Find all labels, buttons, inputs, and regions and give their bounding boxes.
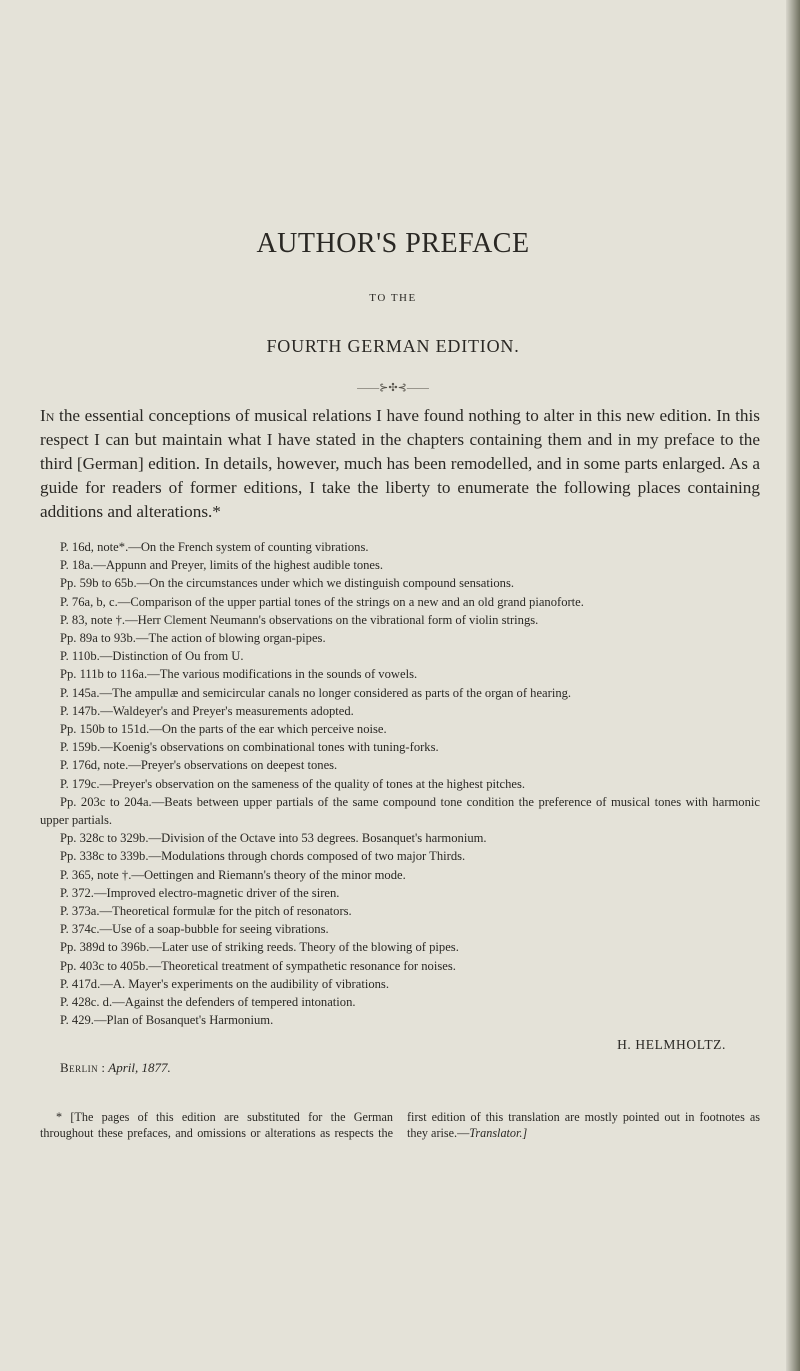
- entry-text: —Comparison of the upper partial tones of the strings on a new and an old grand pianoforte.: [117, 594, 584, 609]
- alteration-entry: [40, 647, 760, 665]
- alteration-entry: [40, 629, 760, 647]
- entry-text: —Division of the Octave into 53 degrees. Bosanquet's harmonium.: [148, 831, 487, 846]
- entry-ref: P. 429.: [60, 1013, 94, 1028]
- place-date: Berlin : April, 1877.: [60, 1060, 171, 1075]
- alteration-entry: [40, 702, 760, 720]
- entry-ref: Pp. 328c to 329b.: [60, 831, 149, 846]
- entry-text: —The action of blowing organ-pipes.: [135, 631, 326, 646]
- entry-text: —On the circumstances under which we distinguish compound sensations.: [136, 576, 515, 591]
- translator-footnote: [40, 1110, 760, 1142]
- entry-text: —On the parts of the ear which perceive noise.: [149, 722, 387, 737]
- entry-ref: P. 176d, note.: [60, 758, 129, 773]
- author-signature: H. HELMHOLTZ.: [617, 1037, 726, 1052]
- entry-ref: P. 159b.: [60, 740, 101, 755]
- entry-ref: P. 147b.: [60, 703, 101, 718]
- page-edge-shadow: [786, 0, 800, 1371]
- entry-text: —The various modifications in the sounds of vowels.: [147, 667, 418, 682]
- alteration-entry: [40, 1011, 760, 1029]
- intro-first-word: In: [40, 406, 55, 425]
- page-title: AUTHOR'S PREFACE: [256, 228, 530, 259]
- entry-text: —Plan of Bosanquet's Harmonium.: [93, 1013, 274, 1028]
- entry-text: —Oettingen and Riemann's theory of the minor mode.: [131, 867, 406, 882]
- alteration-entry: [40, 775, 760, 793]
- footnote-part2: first edition of this translation are mostly pointed out in footnotes as they arise.—: [407, 1110, 760, 1140]
- entry-ref: P. 428c. d.: [60, 995, 113, 1010]
- subtitle-to: TO THE: [369, 292, 417, 304]
- alteration-entry: [40, 902, 760, 920]
- entry-ref: Pp. 111b to 116a.: [60, 667, 148, 682]
- entry-text: —The ampullæ and semicircular canals no longer considered as parts of the organ of hearing.: [99, 685, 572, 700]
- entry-text: —Preyer's observations on deepest tones.: [128, 758, 338, 773]
- entry-text: —Beats between upper partials of the same compound tone condition the preference of musical tones with harmonic upper partials.: [40, 794, 760, 828]
- entry-text: —Waldeyer's and Preyer's measurements adopted.: [100, 703, 354, 718]
- place-date-text: April, 1877.: [108, 1060, 171, 1075]
- entry-text: —Herr Clement Neumann's observations on the vibrational form of violin strings.: [125, 612, 539, 627]
- entry-ref: P. 16d, note*.: [60, 540, 129, 554]
- intro-paragraph: [40, 404, 760, 524]
- entry-text: —Theoretical treatment of sympathetic resonance for noises.: [148, 958, 456, 973]
- entry-text: —Modulations through chords composed of two major Thirds.: [148, 849, 466, 864]
- alteration-entry: [40, 793, 760, 829]
- subtitle-edition: FOURTH GERMAN EDITION.: [266, 336, 520, 356]
- entry-ref: P. 417d.: [60, 976, 101, 991]
- alteration-entry: [40, 684, 760, 702]
- entry-ref: Pp. 89a to 93b.: [60, 631, 136, 646]
- alteration-entry: [40, 884, 760, 902]
- alteration-entry: [40, 574, 760, 592]
- entry-text: —Koenig's observations on combinational tones with tuning-forks.: [100, 740, 439, 755]
- entry-text: —Later use of striking reeds. Theory of the blowing of pipes.: [149, 940, 459, 955]
- entry-ref: P. 372.: [60, 885, 94, 900]
- alteration-entry: [40, 738, 760, 756]
- entry-ref: Pp. 403c to 405b.: [60, 958, 149, 973]
- alteration-entry: [40, 611, 760, 629]
- alteration-entry: [40, 556, 760, 574]
- alteration-entry: [40, 993, 760, 1011]
- alteration-entry: [40, 593, 760, 611]
- entry-ref: P. 179c.: [60, 776, 100, 791]
- entry-text: —Distinction of Ou from U.: [99, 649, 244, 664]
- entry-ref: Pp. 389d to 396b.: [60, 940, 150, 955]
- entry-text: —Improved electro-magnetic driver of the siren.: [93, 885, 340, 900]
- alterations-list: [40, 538, 760, 1029]
- entry-ref: P. 76a, b, c.: [60, 594, 118, 609]
- alteration-entry: [40, 866, 760, 884]
- entry-ref: P. 110b.: [60, 649, 100, 664]
- alteration-entry: [40, 938, 760, 956]
- entry-ref: Pp. 338c to 339b.: [60, 849, 149, 864]
- place-city: Berlin: [60, 1060, 99, 1075]
- entry-text: —Theoretical formulæ for the pitch of resonators.: [99, 904, 352, 919]
- entry-text: —Use of a soap-bubble for seeing vibrations.: [99, 922, 329, 937]
- alteration-entry: [40, 665, 760, 683]
- footnote-credit: Translator.]: [469, 1125, 528, 1140]
- intro-text: the essential conceptions of musical relations I have found nothing to alter in this new edition. In this respect I can but maintain what I have stated in the chapters containing them and in my preface to the third [German] edition. In details, however, much has been remodelled, and in some parts enlarged. As a guide for readers of former editions, I take the liberty to enumerate the following places containing additions and alterations.*: [40, 406, 760, 521]
- ornament-divider: ——⊱✣⊰——: [357, 382, 429, 394]
- entry-ref: P. 83, note †.: [60, 612, 126, 627]
- entry-ref: P. 374c.: [60, 922, 100, 937]
- footnote-part1: * [The pages of this edition are substituted for the German throughout these prefaces, and omissions or alterations as respects the: [40, 1110, 393, 1140]
- alteration-entry: [40, 920, 760, 938]
- entry-text: —Preyer's observation on the sameness of the quality of tones at the highest pitches.: [99, 776, 526, 791]
- alteration-entry: [40, 720, 760, 738]
- entry-ref: P. 18a.: [60, 558, 94, 573]
- entry-ref: Pp. 59b to 65b.: [60, 576, 137, 591]
- alteration-entry: [40, 847, 760, 865]
- entry-text: —A. Mayer's experiments on the audibility of vibrations.: [100, 976, 389, 991]
- alteration-entry: [40, 756, 760, 774]
- entry-text: —Appunn and Preyer, limits of the highest audible tones.: [93, 558, 384, 573]
- entry-text: —Against the defenders of tempered intonation.: [112, 995, 356, 1010]
- alteration-entry: [40, 829, 760, 847]
- entry-ref: P. 145a.: [60, 685, 100, 700]
- entry-text: —On the French system of counting vibrations.: [128, 540, 369, 554]
- entry-ref: Pp. 150b to 151d.: [60, 722, 150, 737]
- alteration-entry: [40, 975, 760, 993]
- entry-ref: P. 373a.: [60, 904, 100, 919]
- alteration-entry: [40, 957, 760, 975]
- entry-ref: P. 365, note †.: [60, 867, 132, 882]
- alteration-entry: [40, 538, 760, 556]
- entry-ref: Pp. 203c to 204a.: [60, 794, 152, 809]
